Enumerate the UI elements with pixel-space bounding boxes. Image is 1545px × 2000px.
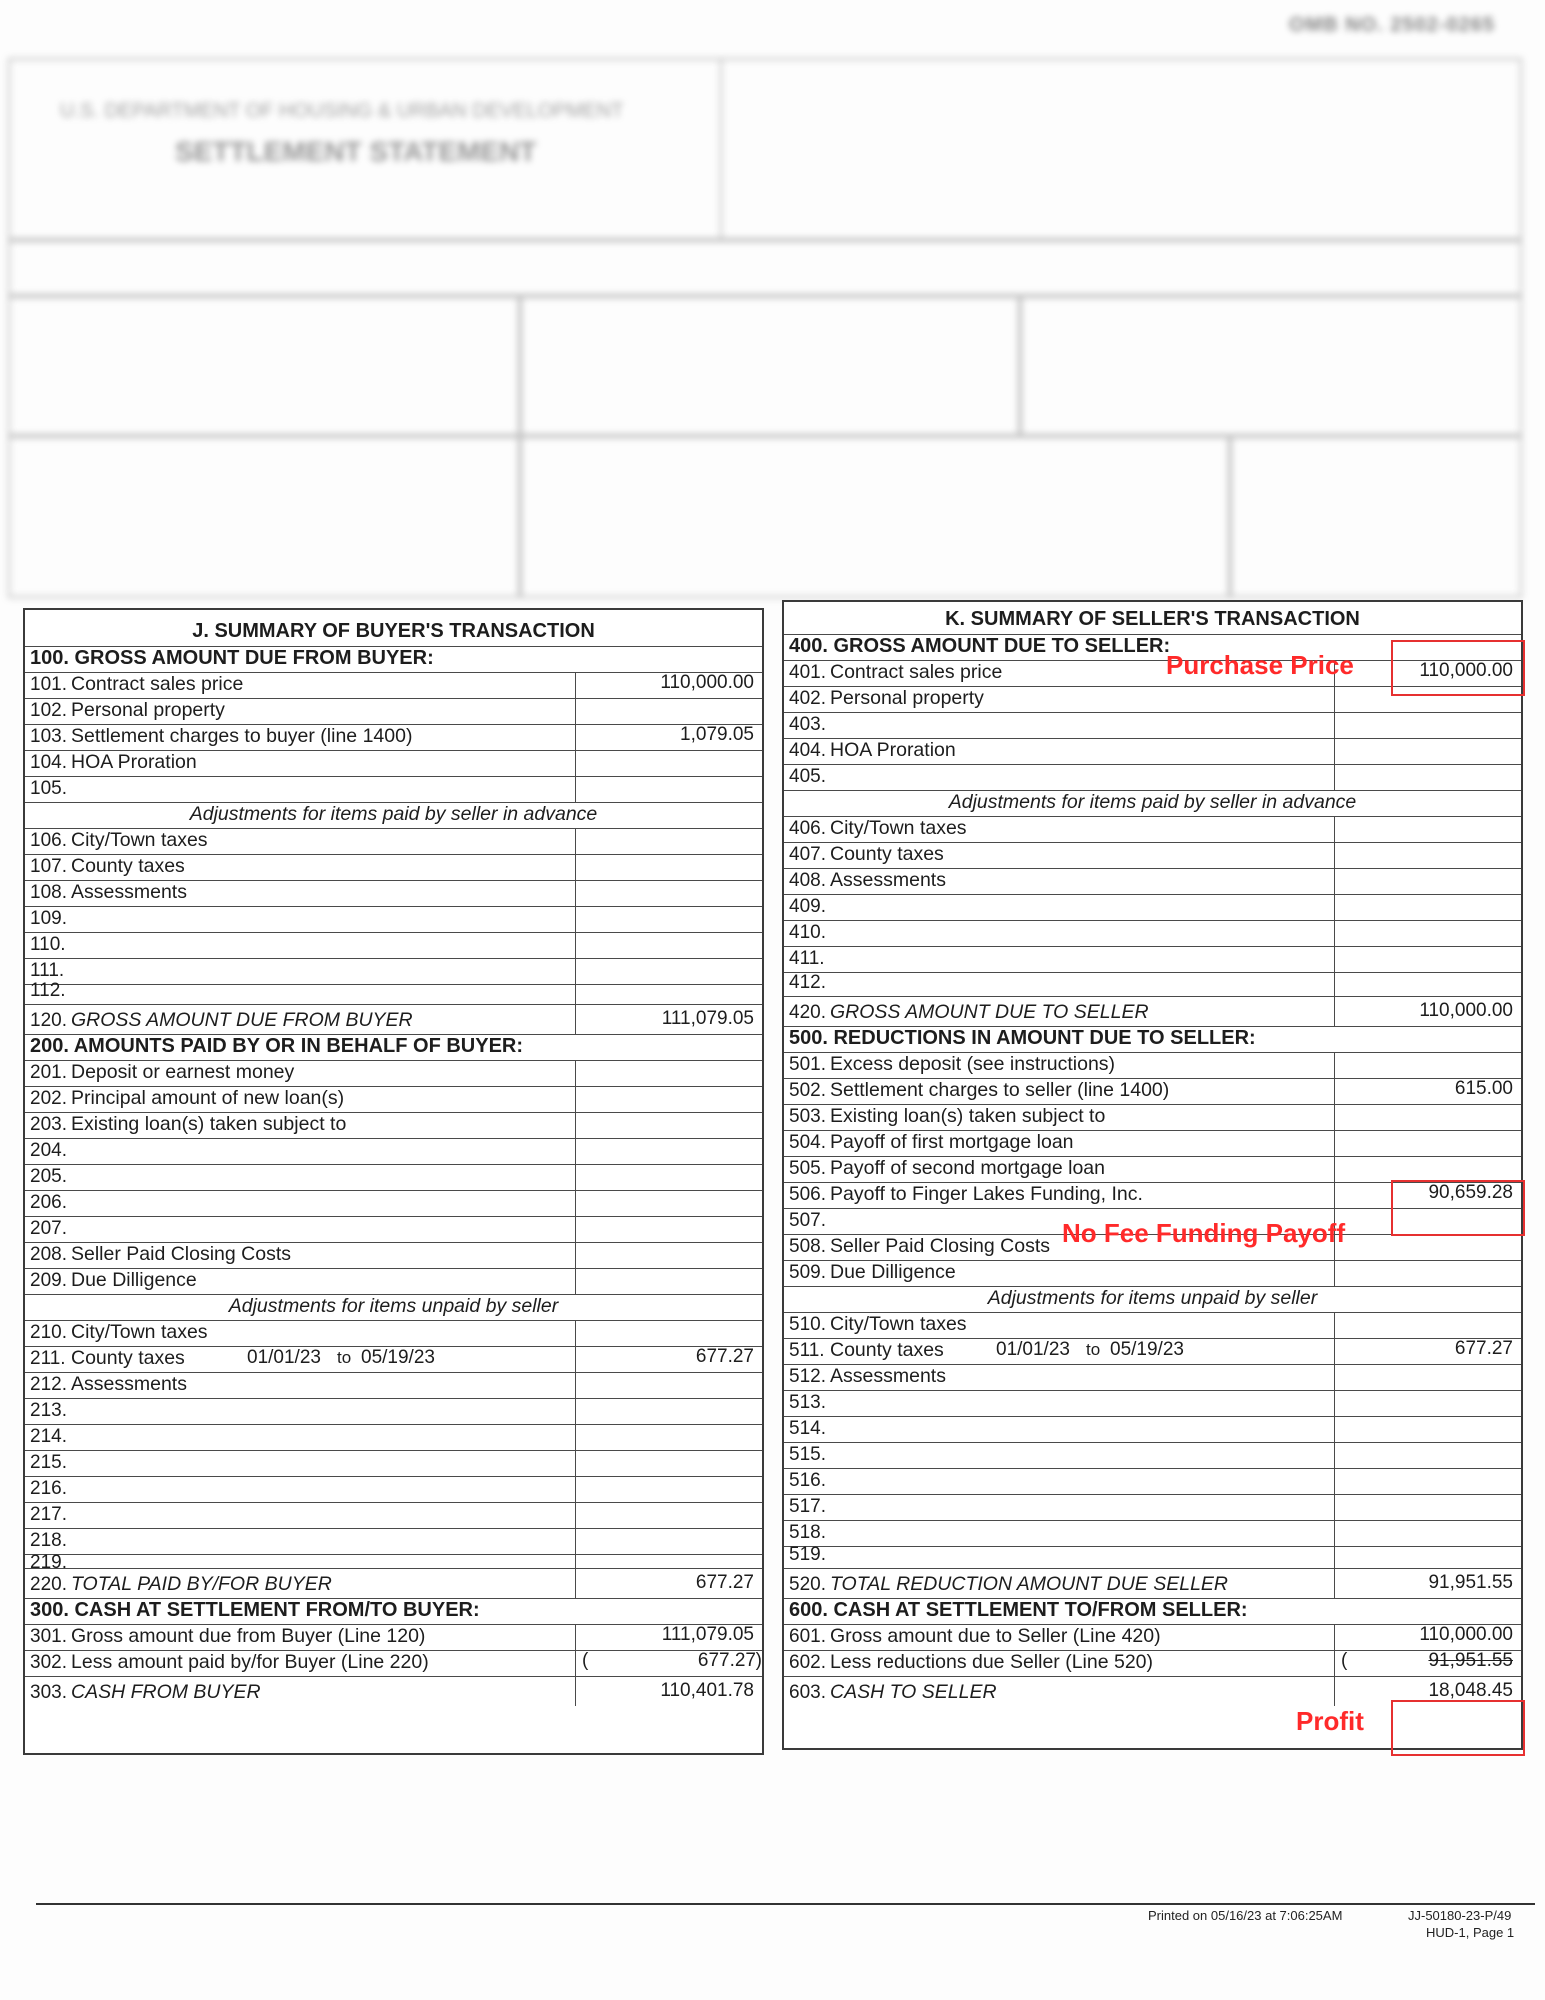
buyer-row-104: 104. HOA Proration: [25, 750, 762, 777]
seller-row-516: 516.: [784, 1468, 1521, 1495]
seller-row-401: 401. Contract sales price 110,000.00: [784, 660, 1521, 687]
seller-row-514: 514.: [784, 1416, 1521, 1443]
seller-section-600: 600. CASH AT SETTLEMENT TO/FROM SELLER:: [784, 1598, 1521, 1625]
annotation-profit: Profit: [1296, 1706, 1364, 1736]
seller-row-412: 412.: [784, 972, 1521, 997]
seller-amount-520: 91,951.55: [1428, 1572, 1513, 1593]
buyer-row-212: 212. Assessments: [25, 1372, 762, 1399]
seller-row-503: 503. Existing loan(s) taken subject to: [784, 1104, 1521, 1131]
buyer-row-203: 203. Existing loan(s) taken subject to: [25, 1112, 762, 1139]
buyer-row-112: 112.: [25, 984, 762, 1005]
seller-summary-table: [782, 600, 1523, 1750]
annotation-purchase-price: Purchase Price: [1166, 650, 1354, 680]
footer-printed: Printed on 05/16/23 at 7:06:25AM: [1148, 1908, 1343, 1923]
seller-row-506: 506. Payoff to Finger Lakes Funding, Inc. 90,659.28: [784, 1182, 1521, 1209]
buyer-table-title: J. SUMMARY OF BUYER'S TRANSACTION: [25, 610, 762, 647]
seller-adjustments-advance: Adjustments for items paid by seller in advance: [784, 790, 1521, 817]
seller-row-408: 408. Assessments: [784, 868, 1521, 895]
seller-amount-502: 615.00: [1454, 1078, 1513, 1099]
seller-row-406: 406. City/Town taxes: [784, 816, 1521, 843]
annotation-payoff: No Fee Funding Payoff: [1062, 1218, 1346, 1248]
buyer-row-108: 108. Assessments: [25, 880, 762, 907]
buyer-row-207: 207.: [25, 1216, 762, 1243]
seller-section-500: 500. REDUCTIONS IN AMOUNT DUE TO SELLER:: [784, 1026, 1521, 1053]
buyer-amount-103: 1,079.05: [680, 724, 754, 745]
seller-row-518: 518.: [784, 1520, 1521, 1547]
buyer-row-301: 301. Gross amount due from Buyer (Line 120) 111,079.05: [25, 1624, 762, 1651]
buyer-row-109: 109.: [25, 906, 762, 933]
seller-amount-511: 677.27: [1454, 1338, 1513, 1359]
seller-row-502: 502. Settlement charges to seller (line 1400) 615.00: [784, 1078, 1521, 1105]
annotation-box-profit: [1391, 1700, 1525, 1756]
buyer-row-303: 303. CASH FROM BUYER 110,401.78: [25, 1676, 762, 1706]
seller-row-420: 420. GROSS AMOUNT DUE TO SELLER 110,000.00: [784, 996, 1521, 1027]
buyer-row-120: 120. GROSS AMOUNT DUE FROM BUYER 111,079.05: [25, 1004, 762, 1035]
buyer-amount-101: 110,000.00: [660, 672, 754, 693]
buyer-row-217: 217.: [25, 1502, 762, 1529]
buyer-row-204: 204.: [25, 1138, 762, 1165]
agency-name: U.S. DEPARTMENT OF HOUSING & URBAN DEVELOPMENT: [60, 100, 624, 122]
seller-row-504: 504. Payoff of first mortgage loan: [784, 1130, 1521, 1157]
buyer-row-101: 101. Contract sales price 110,000.00: [25, 672, 762, 699]
buyer-row-102: 102. Personal property: [25, 698, 762, 725]
seller-row-407: 407. County taxes: [784, 842, 1521, 869]
buyer-amount-303: 110,401.78: [660, 1680, 754, 1701]
seller-section-400: 400. GROSS AMOUNT DUE TO SELLER:: [784, 634, 1521, 661]
seller-row-405: 405.: [784, 764, 1521, 791]
buyer-row-111: 111.: [25, 958, 762, 985]
buyer-row-215: 215.: [25, 1450, 762, 1477]
buyer-row-107: 107. County taxes: [25, 854, 762, 881]
buyer-row-218: 218.: [25, 1528, 762, 1555]
seller-row-509: 509. Due Dilligence: [784, 1260, 1521, 1287]
buyer-row-210: 210. City/Town taxes: [25, 1320, 762, 1347]
seller-row-511: 511. County taxes 01/01/23 to 05/19/23 677.27: [784, 1338, 1521, 1365]
buyer-row-220: 220. TOTAL PAID BY/FOR BUYER 677.27: [25, 1568, 762, 1599]
buyer-row-103: 103. Settlement charges to buyer (line 1400) 1,079.05: [25, 724, 762, 751]
buyer-row-208: 208. Seller Paid Closing Costs: [25, 1242, 762, 1269]
seller-adjustments-unpaid: Adjustments for items unpaid by seller: [784, 1286, 1521, 1313]
seller-row-517: 517.: [784, 1494, 1521, 1521]
seller-row-601: 601. Gross amount due to Seller (Line 420) 110,000.00: [784, 1624, 1521, 1651]
redacted-header: [0, 0, 1545, 598]
seller-row-515: 515.: [784, 1442, 1521, 1469]
seller-amount-601: 110,000.00: [1419, 1624, 1513, 1645]
footer-file-number: JJ-50180-23-P/49: [1408, 1908, 1512, 1923]
buyer-section-100: 100. GROSS AMOUNT DUE FROM BUYER:: [25, 646, 762, 673]
buyer-section-200: 200. AMOUNTS PAID BY OR IN BEHALF OF BUYER:: [25, 1034, 762, 1061]
seller-amount-401: 110,000.00: [1419, 660, 1513, 681]
seller-amount-603: 18,048.45: [1428, 1680, 1513, 1701]
seller-row-409: 409.: [784, 894, 1521, 921]
buyer-row-201: 201. Deposit or earnest money: [25, 1060, 762, 1087]
buyer-section-300: 300. CASH AT SETTLEMENT FROM/TO BUYER:: [25, 1598, 762, 1625]
seller-row-507: 507.: [784, 1208, 1521, 1235]
buyer-row-211: 211. County taxes 01/01/23 to 05/19/23 677.27: [25, 1346, 762, 1373]
seller-row-403: 403.: [784, 712, 1521, 739]
seller-row-508: 508. Seller Paid Closing Costs: [784, 1234, 1521, 1261]
seller-row-501: 501. Excess deposit (see instructions): [784, 1052, 1521, 1079]
statement-title: SETTLEMENT STATEMENT: [175, 136, 537, 167]
footer-page: HUD-1, Page 1: [1426, 1925, 1515, 1940]
buyer-row-216: 216.: [25, 1476, 762, 1503]
seller-row-513: 513.: [784, 1390, 1521, 1417]
buyer-row-110: 110.: [25, 932, 762, 959]
buyer-row-205: 205.: [25, 1164, 762, 1191]
buyer-amount-220: 677.27: [695, 1572, 754, 1593]
seller-row-603: 603. CASH TO SELLER 18,048.45: [784, 1676, 1521, 1706]
buyer-summary-table: [23, 608, 764, 1755]
buyer-adjustments-advance: Adjustments for items paid by seller in advance: [25, 802, 762, 829]
buyer-amount-211: 677.27: [695, 1346, 754, 1367]
seller-row-505: 505. Payoff of second mortgage loan: [784, 1156, 1521, 1183]
buyer-row-105: 105.: [25, 776, 762, 803]
seller-amount-420: 110,000.00: [1419, 1000, 1513, 1021]
seller-row-520: 520. TOTAL REDUCTION AMOUNT DUE SELLER 91,951.55: [784, 1568, 1521, 1599]
buyer-amount-120: 111,079.05: [661, 1008, 754, 1029]
buyer-row-202: 202. Principal amount of new loan(s): [25, 1086, 762, 1113]
buyer-adjustments-unpaid: Adjustments for items unpaid by seller: [25, 1294, 762, 1321]
seller-row-402: 402. Personal property: [784, 686, 1521, 713]
buyer-row-106: 106. City/Town taxes: [25, 828, 762, 855]
seller-table-title: K. SUMMARY OF SELLER'S TRANSACTION: [784, 602, 1521, 635]
footer-rule: [36, 1903, 1535, 1905]
seller-row-510: 510. City/Town taxes: [784, 1312, 1521, 1339]
buyer-row-206: 206.: [25, 1190, 762, 1217]
buyer-amount-301: 111,079.05: [661, 1624, 754, 1645]
seller-row-411: 411.: [784, 946, 1521, 973]
seller-amount-602: 91,951.55: [1428, 1650, 1513, 1671]
seller-row-519: 519.: [784, 1546, 1521, 1569]
buyer-row-214: 214.: [25, 1424, 762, 1451]
buyer-row-302: 302. Less amount paid by/for Buyer (Line 220) ( 677.27 ): [25, 1650, 762, 1677]
buyer-row-209: 209. Due Dilligence: [25, 1268, 762, 1295]
buyer-row-219: 219.: [25, 1554, 762, 1569]
buyer-row-213: 213.: [25, 1398, 762, 1425]
seller-row-404: 404. HOA Proration: [784, 738, 1521, 765]
annotation-box-payoff: [1391, 1180, 1525, 1236]
seller-row-602: 602. Less reductions due Seller (Line 520) ( 91,951.55: [784, 1650, 1521, 1677]
seller-amount-506: 90,659.28: [1428, 1182, 1513, 1203]
seller-row-512: 512. Assessments: [784, 1364, 1521, 1391]
seller-row-410: 410.: [784, 920, 1521, 947]
buyer-amount-302: 677.27: [697, 1650, 756, 1671]
omb-number: OMB NO. 2502-0265: [1289, 14, 1495, 36]
annotation-box-purchase-price: [1391, 640, 1525, 696]
